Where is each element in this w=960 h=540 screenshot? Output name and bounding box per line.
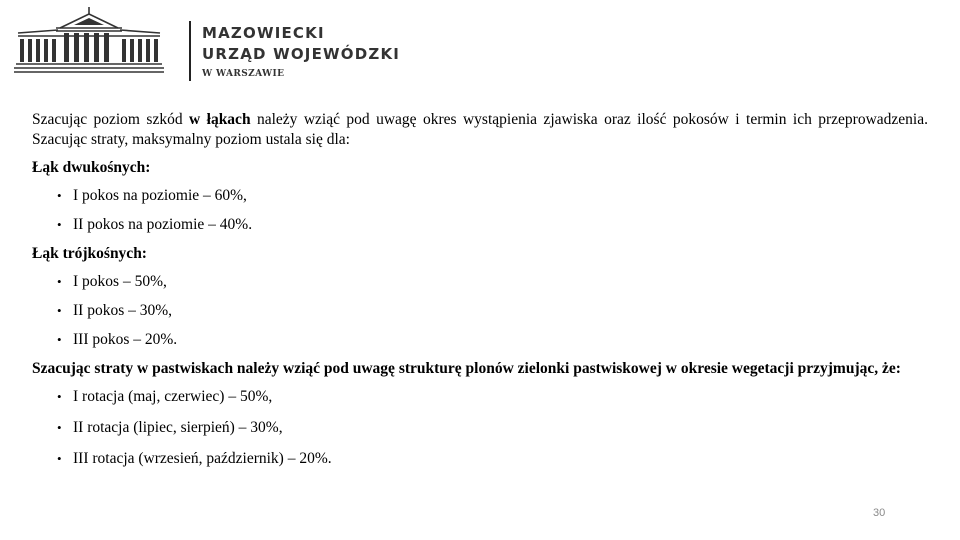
list-item: [32, 186, 928, 206]
bullet-icon: •: [57, 451, 62, 466]
intro-text-bold: w łąkach: [189, 111, 251, 128]
bullet-icon: •: [57, 217, 62, 232]
section-heading-lak-trojkosnych: Łąk trójkośnych:: [32, 245, 147, 262]
mazowiecki-urzad-wojewodzki-logo: [14, 6, 401, 82]
section-heading-lak-dwukosnych: Łąk dwukośnych:: [32, 159, 151, 176]
list-item: [32, 272, 928, 292]
list-item: [32, 330, 928, 350]
bullet-list-pastwiska: [32, 387, 928, 469]
pastures-paragraph: Szacując straty w pastwiskach należy wziąć pod uwagę strukturę plonów zielonki pastwiskowej w okresie wegetacji przyjmując, że:: [32, 360, 901, 377]
list-item: [32, 449, 928, 469]
list-item: [32, 387, 928, 407]
page-number: 30: [873, 507, 886, 519]
list-item-text: I pokos – 50%,: [73, 273, 167, 290]
bullet-icon: •: [57, 188, 62, 203]
logo-line-urzad-wojewodzki: URZĄD WOJEWÓDZKI: [202, 45, 401, 63]
list-item: [32, 301, 928, 321]
bullet-icon: •: [57, 332, 62, 347]
list-item-text: III pokos – 20%.: [73, 331, 178, 348]
list-item-text: III rotacja (wrzesień, październik) – 20%.: [73, 450, 332, 467]
logo-wordmark: [202, 23, 400, 79]
list-item: [32, 215, 928, 235]
list-item-text: I rotacja (maj, czerwiec) – 50%,: [73, 388, 273, 405]
logo-divider: [189, 21, 191, 81]
building-emblem-icon: [14, 6, 164, 78]
intro-text-after: należy wziąć pod uwagę okres wystąpienia zjawiska oraz ilość pokosów i termin ich przeprowadzenia. Szacując straty, maksymalny poziom ustala się dla:: [32, 111, 928, 148]
bullet-list-lak-dwukosnych: [32, 186, 928, 235]
list-item-text: II pokos – 30%,: [73, 302, 173, 319]
list-item: [32, 418, 928, 438]
list-item-text: I pokos na poziomie – 60%,: [73, 187, 247, 204]
bullet-icon: •: [57, 274, 62, 289]
slide-body: [32, 110, 928, 469]
bullet-list-lak-trojkosnych: [32, 272, 928, 350]
bullet-icon: •: [57, 303, 62, 318]
bullet-icon: •: [57, 420, 62, 435]
logo-line-w-warszawie: W WARSZAWIE: [202, 69, 285, 79]
logo-line-mazowiecki: MAZOWIECKI: [202, 24, 325, 42]
intro-paragraph: [32, 110, 928, 150]
list-item-text: II rotacja (lipiec, sierpień) – 30%,: [73, 419, 283, 436]
list-item-text: II pokos na poziomie – 40%.: [73, 216, 253, 233]
intro-text-before: Szacując poziom szkód: [32, 111, 190, 128]
bullet-icon: •: [57, 389, 62, 404]
